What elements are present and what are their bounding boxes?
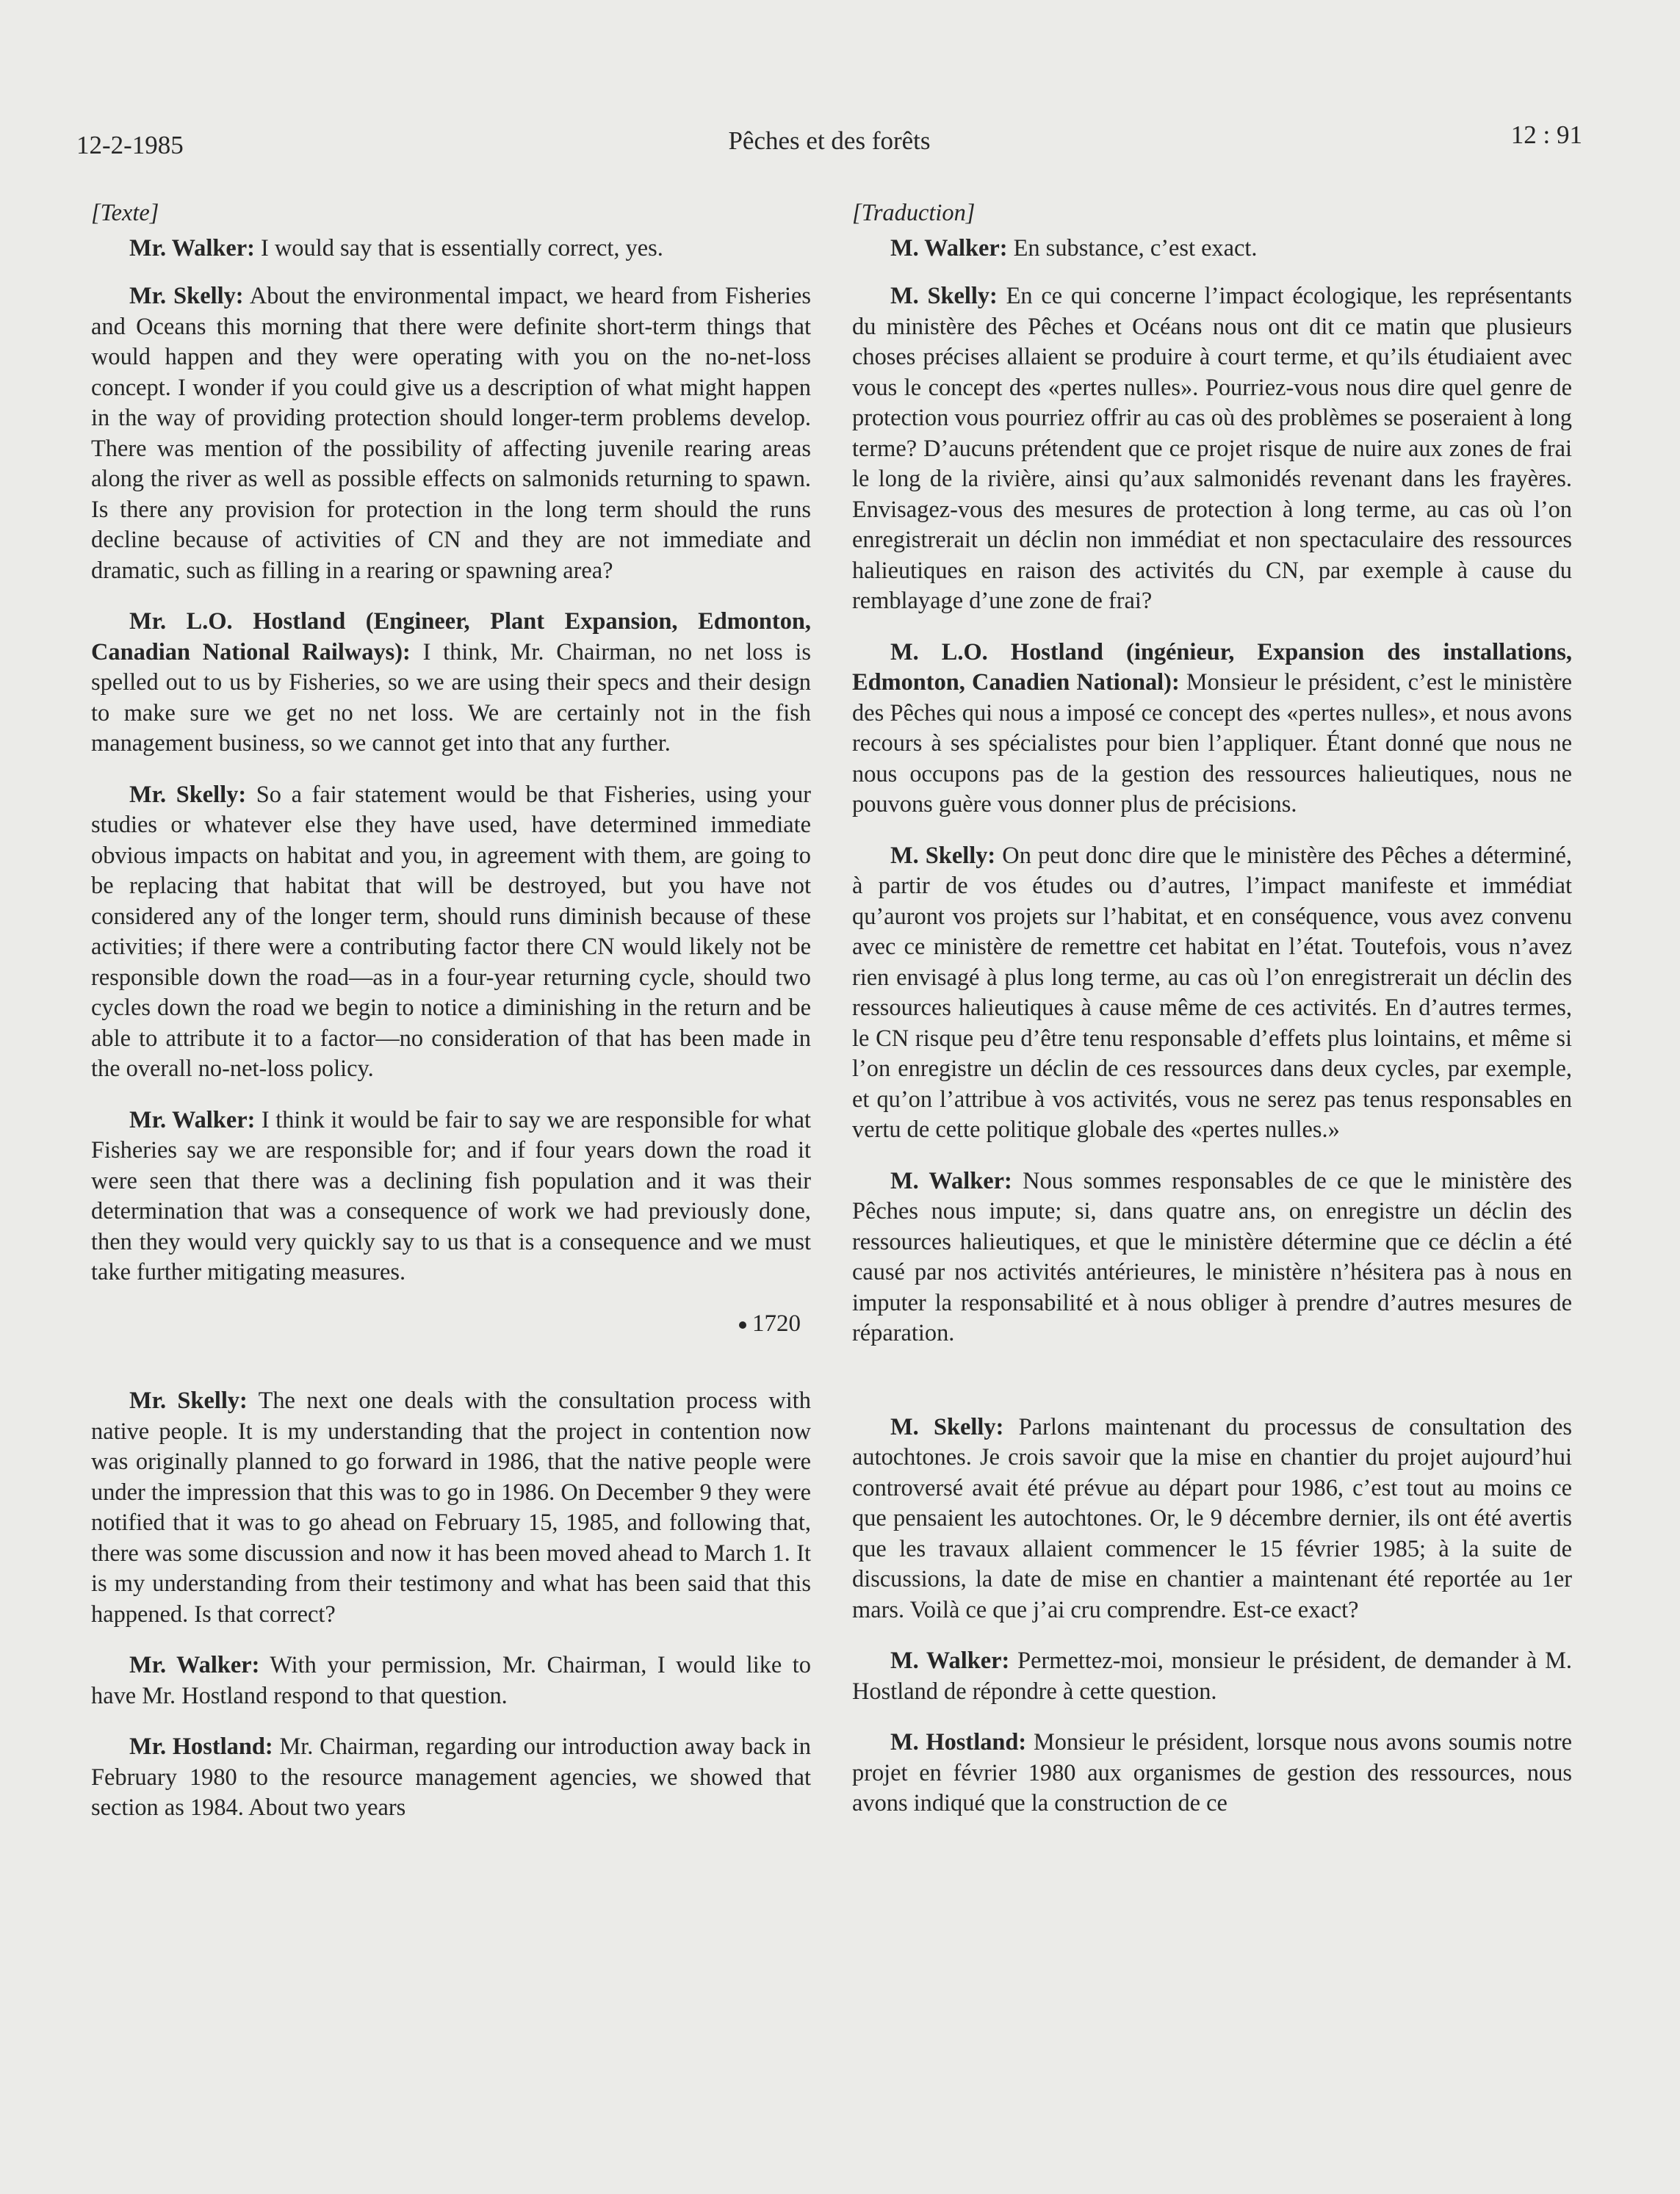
header-page-number: 12 : 91: [1510, 120, 1582, 149]
paragraph-text: En ce qui concerne l’impact écologique, les représentants du ministère des Pêches et Océans nous ont dit ce matin que plusieurs choses précises allaient se produire à court terme, et qu’ils étudiaient avec vous le concept des «pertes nulles». Pourriez-vous nous dire quel genre de protection vous pourriez offrir au cas où des problèmes se poseraient à long terme? D’aucuns prétendent que ce projet risque de nuire aux zones de frai le long de la rivière, ainsi qu’aux salmonidés revenant dans les frayères. Envisagez-vous des mesures de protection à long terme, au cas où l’on enregistrerait un déclin non immédiat et non spectaculaire des ressources halieutiques en raison des activités du CN, par exemple à cause du remblayage d’une zone de frai?: [852, 283, 1572, 614]
column-label: [Texte]: [91, 200, 159, 226]
speaker-name: Mr. Skelly:: [129, 283, 244, 309]
paragraph-text: I think, Mr. Chairman, no net loss is spelled out to us by Fisheries, so we are using their specs and their design to make sure we get no net loss. We are certainly not in the fish management business, so we cannot get into that any further.: [91, 638, 811, 757]
paragraph: [852, 1728, 1572, 1819]
paragraph-text: Mr. Chairman, regarding our introduction away back in February 1980 to the resource management agencies, we showed that section as 1984. About two years: [91, 1733, 811, 1821]
paragraph: [91, 234, 811, 264]
speaker-name: M. Skelly:: [890, 283, 998, 309]
paragraph: [852, 1166, 1572, 1349]
paragraph: [852, 281, 1572, 617]
paragraph-text: Parlons maintenant du processus de consultation des autochtones. Je crois savoir que la mise en chantier du projet aujourd’hui controversé avait été prévue au départ pour 1986, c’est tout au moins ce que pensaient les autochtones. Or, le 9 décembre dernier, ils ont été avertis que les travaux allaient commencer le 15 février 1985; à la suite de discussions, la date de mise en chantier a maintenant été reportée au 1er mars. Voilà ce que j’ai cru comprendre. Est-ce exact?: [852, 1413, 1572, 1623]
paragraph-text: With your permission, Mr. Chairman, I would like to have Mr. Hostland respond to that question.: [91, 1652, 812, 1709]
column-label: [Traduction]: [852, 200, 976, 226]
paragraph: [852, 638, 1572, 820]
paragraph-text: On peut donc dire que le ministère des Pêches a déterminé, à partir de vos études ou d’autres, l’impact manifeste et immédiat qu’auront vos projets sur l’habitat, et en conséquence, vous avez convenu avec ce ministère de remettre cet habitat en l’état. Toutefois, vous n’avez rien envisagé à plus long terme, au cas où l’on enregistrerait un déclin des ressources halieutiques à cause même de ces activités. En d’autres termes, le CN risque peu d’être tenu responsable d’effets plus lointains, et même si l’on enregistre un déclin de ces ressources dans deux cycles, par exemple, et qu’on l’attribue à vos activités, vous ne serez pas tenus responsables en vertu de cette politique globale des «pertes nulles.»: [852, 842, 1572, 1143]
speaker-name: Mr. Walker:: [129, 1652, 260, 1678]
speaker-name: Mr. Skelly:: [129, 1388, 248, 1414]
paragraph: [91, 607, 811, 759]
paragraph: [852, 841, 1572, 1146]
header-title: Pêches et des forêts: [728, 126, 931, 155]
speaker-name: Mr. L.O. Hostland (Engineer, Plant Expansion, Edmonton, Canadian National Railways):: [91, 608, 811, 665]
paragraph-text: En substance, c’est exact.: [1007, 234, 1258, 261]
french-column: [852, 198, 1572, 1840]
speaker-name: M. Skelly:: [890, 1413, 1004, 1440]
paragraph: [91, 1732, 811, 1824]
speaker-name: M. Walker:: [890, 234, 1008, 261]
paragraph: [91, 1650, 811, 1711]
paragraph: [852, 1412, 1572, 1626]
column-gap: [852, 1370, 1572, 1412]
page-header: [76, 109, 1582, 160]
paragraph-text: So a fair statement would be that Fisheries, using your studies or whatever else they have used, have determined immediate obvious impacts on habitat and you, in agreement with them, are going to be replacing that habitat that will be destroyed, but you have not considered any of the longer term, should runs diminish because of these activities; if there were a contributing factor there CN would likely not be responsible down the road—as in a four-year returning cycle, should two cycles down the road we begin to notice a diminishing in the return and be able to attribute it to a factor—no consideration of that has been made in the overall no-net-loss policy.: [91, 781, 811, 1082]
paragraph-text: Nous sommes responsables de ce que le ministère des Pêches nous impute; si, dans quatre ans, on enregistre un déclin des ressources halieutiques, et que le ministère détermine que ce déclin a été causé par nos activités antérieures, le ministère n’hésitera pas à nous en imputer la responsabilité et à nous obliger à prendre d’autres mesures de réparation.: [852, 1167, 1572, 1346]
time-marker-text: 1720: [752, 1310, 801, 1337]
bullet-icon: [739, 1321, 746, 1329]
paragraph: [91, 281, 811, 586]
paragraph-text: Monsieur le président, lorsque nous avons soumis notre projet en février 1980 aux organismes de gestion des ressources, nous avons indiqué que la construction de ce: [852, 1729, 1572, 1816]
speaker-name: M. Hostland:: [890, 1729, 1027, 1755]
paragraph-text: I think it would be fair to say we are responsible for what Fisheries say we are responsible for; and if four years down the road it were seen that there was a declining fish population and it was their determination that was a consequence of work we had previously done, then they would very quickly say to us that is a consequence and we must take further mitigating measures.: [91, 1106, 812, 1285]
paragraph: [852, 234, 1572, 264]
english-column: [91, 198, 811, 1844]
paragraph-text: The next one deals with the consultation process with native people. It is my understanding that the project in contention now was originally planned to go forward in 1986, that the native people were under the impression that this was to go in 1986. On December 9 they were notified that it was to go ahead on February 15, 1985, and following that, there was some discussion and now it has been moved ahead to March 1. It is my understanding from their testimony and what has been said that this happened. Is that correct?: [91, 1388, 811, 1628]
header-date: 12-2-1985: [76, 131, 184, 159]
speaker-name: M. Skelly:: [890, 842, 996, 869]
paragraph-text: Monsieur le président, c’est le ministère des Pêches qui nous a imposé ce concept des «pertes nulles», et nous avons recours à ses spécialistes pour bien l’appliquer. Étant donné que nous ne nous occupons pas de la gestion des ressources halieutiques, nous ne pouvons guère vous donner plus de précisions.: [852, 669, 1572, 818]
paragraph: [91, 780, 811, 1085]
paragraph-text: Permettez-moi, monsieur le président, de demander à M. Hostland de répondre à cette question.: [852, 1648, 1572, 1705]
speaker-name: M. Walker:: [890, 1167, 1012, 1194]
speaker-name: Mr. Skelly:: [129, 781, 247, 808]
time-marker: [91, 1309, 811, 1340]
speaker-name: Mr. Hostland:: [129, 1733, 273, 1760]
paragraph-text: I would say that is essentially correct, yes.: [254, 234, 663, 261]
paragraph: [91, 1105, 811, 1288]
paragraph-text: About the environmental impact, we heard from Fisheries and Oceans this morning that there were definite short-term things that would happen and they were operating with you on the no-net-loss concept. I wonder if you could give us a description of what might happen in the way of providing protection should longer-term problems develop. There was mention of the possibility of affecting juvenile rearing areas along the river as well as possible effects on salmonids returning to spawn. Is there any provision for protection in the long term should the runs decline because of activities of CN and they are not immediate and dramatic, such as filling in a rearing or spawning area?: [91, 283, 812, 584]
paragraph: [91, 1386, 811, 1630]
speaker-name: Mr. Walker:: [129, 234, 255, 261]
speaker-name: M. Walker:: [890, 1648, 1010, 1674]
speaker-name: Mr. Walker:: [129, 1106, 256, 1133]
speaker-name: M. L.O. Hostland (ingénieur, Expansion des installations, Edmonton, Canadien National):: [852, 638, 1572, 696]
paragraph: [852, 1646, 1572, 1707]
